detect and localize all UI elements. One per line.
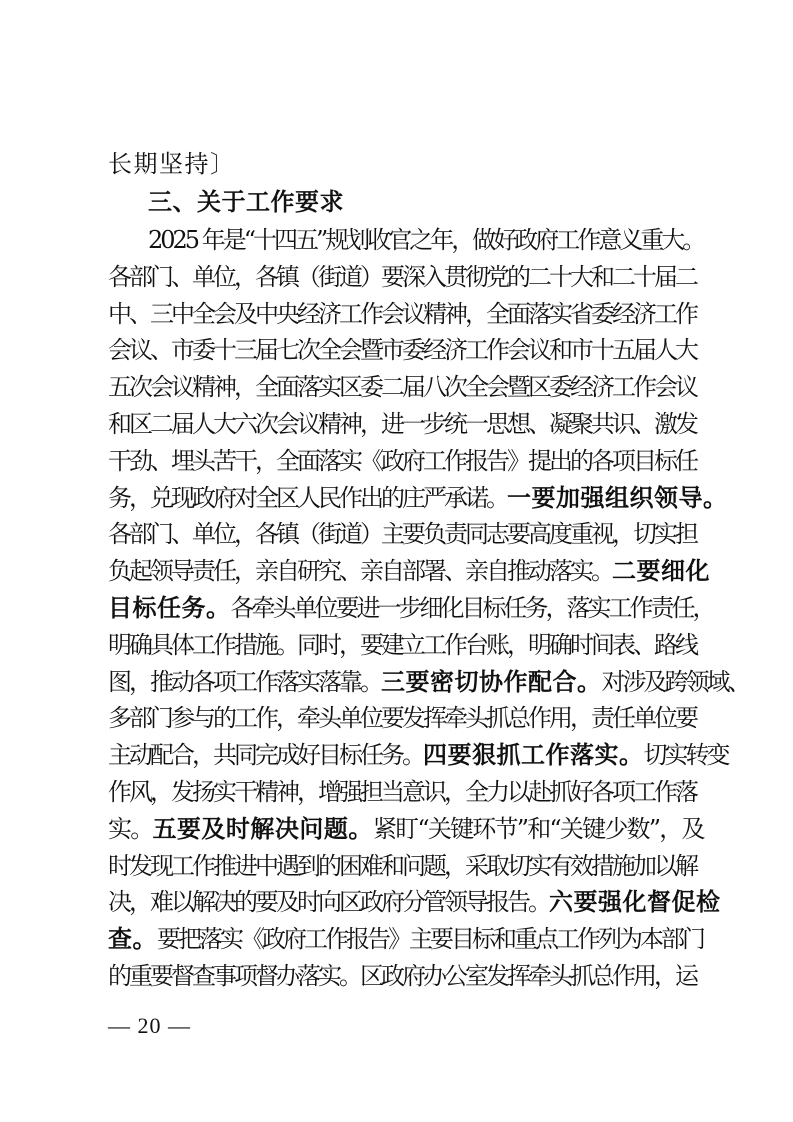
text-run: 多部门参与的工作，牵头单位要发挥牵头抓总作用，责任单位要	[108, 704, 696, 732]
body-line	[108, 260, 696, 294]
text-run: 的重要督查事项督办落实。区政府办公室发挥牵头抓总作用，运	[108, 962, 696, 990]
body-line	[108, 665, 749, 699]
text-run: 干劲、埋头苦干，全面落实《政府工作报告》提出的各项目标任	[108, 447, 696, 475]
body-line	[108, 885, 721, 919]
text-run: 2025 年是“十四五”规划收官之年，做好政府工作意义重大。	[148, 226, 704, 254]
text-run: 负起领导责任，亲自研究、亲自部署、亲自推动落实。	[108, 557, 612, 585]
text-run: 要把落实《政府工作报告》主要目标和重点工作列为本部门	[157, 925, 703, 953]
body-line	[108, 591, 714, 625]
text-run: 图，推动各项工作落实落靠。	[108, 668, 381, 696]
section-heading: 三、关于工作要求	[148, 188, 344, 216]
text-run: 和区二届人大六次会议精神，进一步统一思想、凝聚共识、激发	[108, 410, 696, 438]
text-run: 各部门、单位，各镇（街道）要深入贯彻党的二十大和二十届二	[108, 263, 696, 291]
text-run: 会议、市委十三届七次全会暨市委经济工作会议和市十五届人大	[108, 336, 696, 364]
text-run: 各部门、单位，各镇（街道）主要负责同志要高度重视，切实担	[108, 520, 696, 548]
text-run: 切实转变	[643, 741, 728, 769]
body-line	[108, 738, 728, 772]
body-line	[108, 701, 696, 735]
body-line	[148, 223, 728, 257]
text-run: 各牵头单位要进一步细化目标任务，落实工作责任，	[230, 594, 714, 622]
body-line	[108, 628, 696, 662]
text-run: 时发现工作推进中遇到的困难和问题，采取切实有效措施加以解	[108, 852, 696, 880]
page-number: — 20 —	[108, 1013, 191, 1038]
body-line	[108, 333, 696, 367]
text-run: 五次会议精神，全面落实区委二届八次全会暨区委经济工作会议	[108, 373, 696, 401]
body-line	[108, 517, 696, 551]
body-line	[108, 407, 696, 441]
text-run: 实。	[108, 815, 153, 843]
body-line	[108, 444, 696, 478]
text-run: 务，兑现政府对全区人民作出的庄严承诺。	[108, 484, 507, 512]
bold-phrase: 六要强化督促检	[549, 888, 721, 916]
bold-phrase: 三要密切协作配合。	[381, 668, 602, 696]
body-line	[108, 481, 728, 515]
text-run: 主动配合，共同完成好目标任务。	[108, 741, 423, 769]
body-line	[108, 370, 696, 404]
bold-phrase: 目标任务。	[108, 594, 231, 622]
continuation-text: 长期坚持〕	[108, 150, 236, 178]
body-line	[108, 812, 704, 846]
body-line	[108, 297, 696, 331]
body-line	[108, 849, 696, 883]
text-run: 对涉及跨领域、	[601, 668, 749, 696]
text-run: 中、三中全会及中央经济工作会议精神，全面落实省委经济工作	[108, 300, 696, 328]
bold-phrase: 一要加强组织领导。	[507, 484, 728, 512]
bold-phrase: 四要狠抓工作落实。	[423, 741, 644, 769]
bold-phrase: 查。	[108, 925, 157, 953]
body-line	[108, 922, 703, 956]
body-line	[108, 959, 696, 993]
text-run: 作风，发扬实干精神，增强担当意识，全力以赴抓好各项工作落	[108, 778, 696, 806]
bold-phrase: 二要细化	[612, 557, 710, 585]
text-run: 决，难以解决的要及时向区政府分管领导报告。	[108, 888, 549, 916]
body-line	[108, 775, 696, 809]
text-run: 紧盯“关键环节”和“关键少数”，及	[372, 815, 704, 843]
bold-phrase: 五要及时解决问题。	[152, 815, 373, 843]
text-run: 明确具体工作措施。同时，要建立工作台账，明确时间表、路线	[108, 631, 696, 659]
body-line	[108, 554, 710, 588]
